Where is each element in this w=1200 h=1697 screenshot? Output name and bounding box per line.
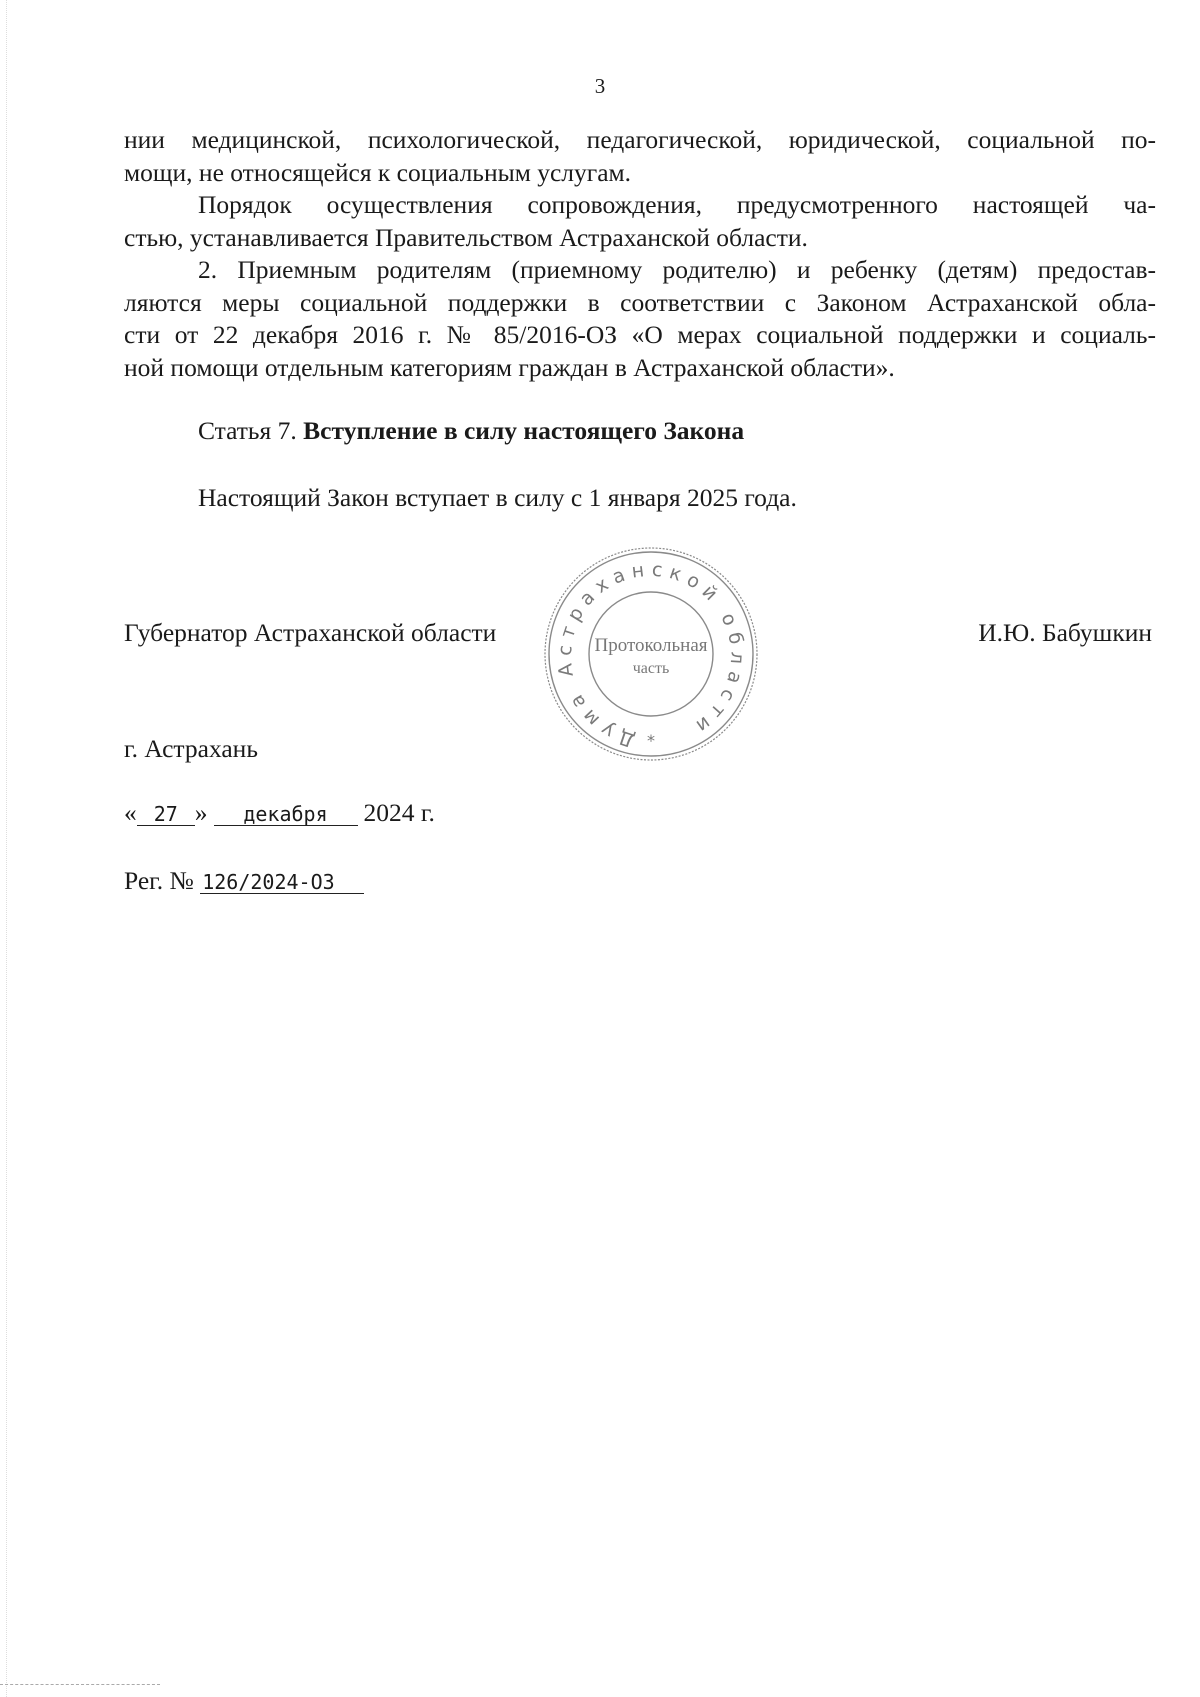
paragraph-3-line: ляются меры социальной поддержки в соответствии с Законом Астраханской обла- <box>124 287 1156 317</box>
effective-date-text: Настоящий Закон вступает в силу с 1 января 2025 года. <box>198 483 797 512</box>
paragraph-3-line: сти от 22 декабря 2016 г. № 85/2016-ОЗ «О мерах социальной поддержки и социаль- <box>124 320 1156 349</box>
city-name: г. Астрахань <box>124 734 258 763</box>
paragraph-3 <box>124 254 1156 384</box>
registration-number: 126/2024-ОЗ <box>200 871 364 894</box>
signing-date <box>124 798 435 828</box>
date-open-quote: « <box>124 798 137 827</box>
seal-ring-text: Дума Астраханской области <box>553 558 749 752</box>
paragraph-3-line: ной помощи отдельным категориям граждан в Астраханской области». <box>124 352 895 382</box>
paragraph-1 <box>124 124 1156 189</box>
signatory-name: И.Ю. Бабушкин <box>978 618 1152 647</box>
paragraph-3-line: 2. Приемным родителям (приемному родителю) и ребенку (детям) предостав- <box>198 255 1156 284</box>
article-heading <box>198 416 744 446</box>
page-number: 3 <box>594 74 606 98</box>
date-year: 2024 г. <box>363 798 435 827</box>
footer-rule <box>0 1684 160 1685</box>
article-label: Статья 7. <box>198 416 297 445</box>
paragraph-2-line: стью, устанавливается Правительством Астраханской области. <box>124 222 808 252</box>
seal-graphic <box>539 543 763 765</box>
seal-star: * <box>647 731 655 750</box>
paragraph-2 <box>124 189 1156 254</box>
seal-inner-line-2: часть <box>632 660 670 677</box>
registration-number-line <box>124 866 364 896</box>
paragraph-1-line: нии медицинской, психологической, педагогической, юридической, социальной по- <box>124 125 1156 154</box>
date-close-quote: » <box>194 798 208 827</box>
body-text <box>124 124 1156 384</box>
paragraph-1-line: мощи, не относящейся к социальным услугам. <box>124 157 632 187</box>
date-month: декабря <box>214 803 358 826</box>
article-title: Вступление в силу настоящего Закона <box>303 416 745 445</box>
registration-label: Рег. № <box>124 866 194 895</box>
paragraph-2-line: Порядок осуществления сопровождения, предусмотренного настоящей ча- <box>198 190 1156 219</box>
scan-edge-line <box>6 0 7 1697</box>
date-day: 27 <box>137 803 195 826</box>
seal-inner-line-1: Протокольная <box>594 635 708 656</box>
official-seal-stamp <box>539 543 763 765</box>
signatory-position: Губернатор Астраханской области <box>124 618 497 647</box>
